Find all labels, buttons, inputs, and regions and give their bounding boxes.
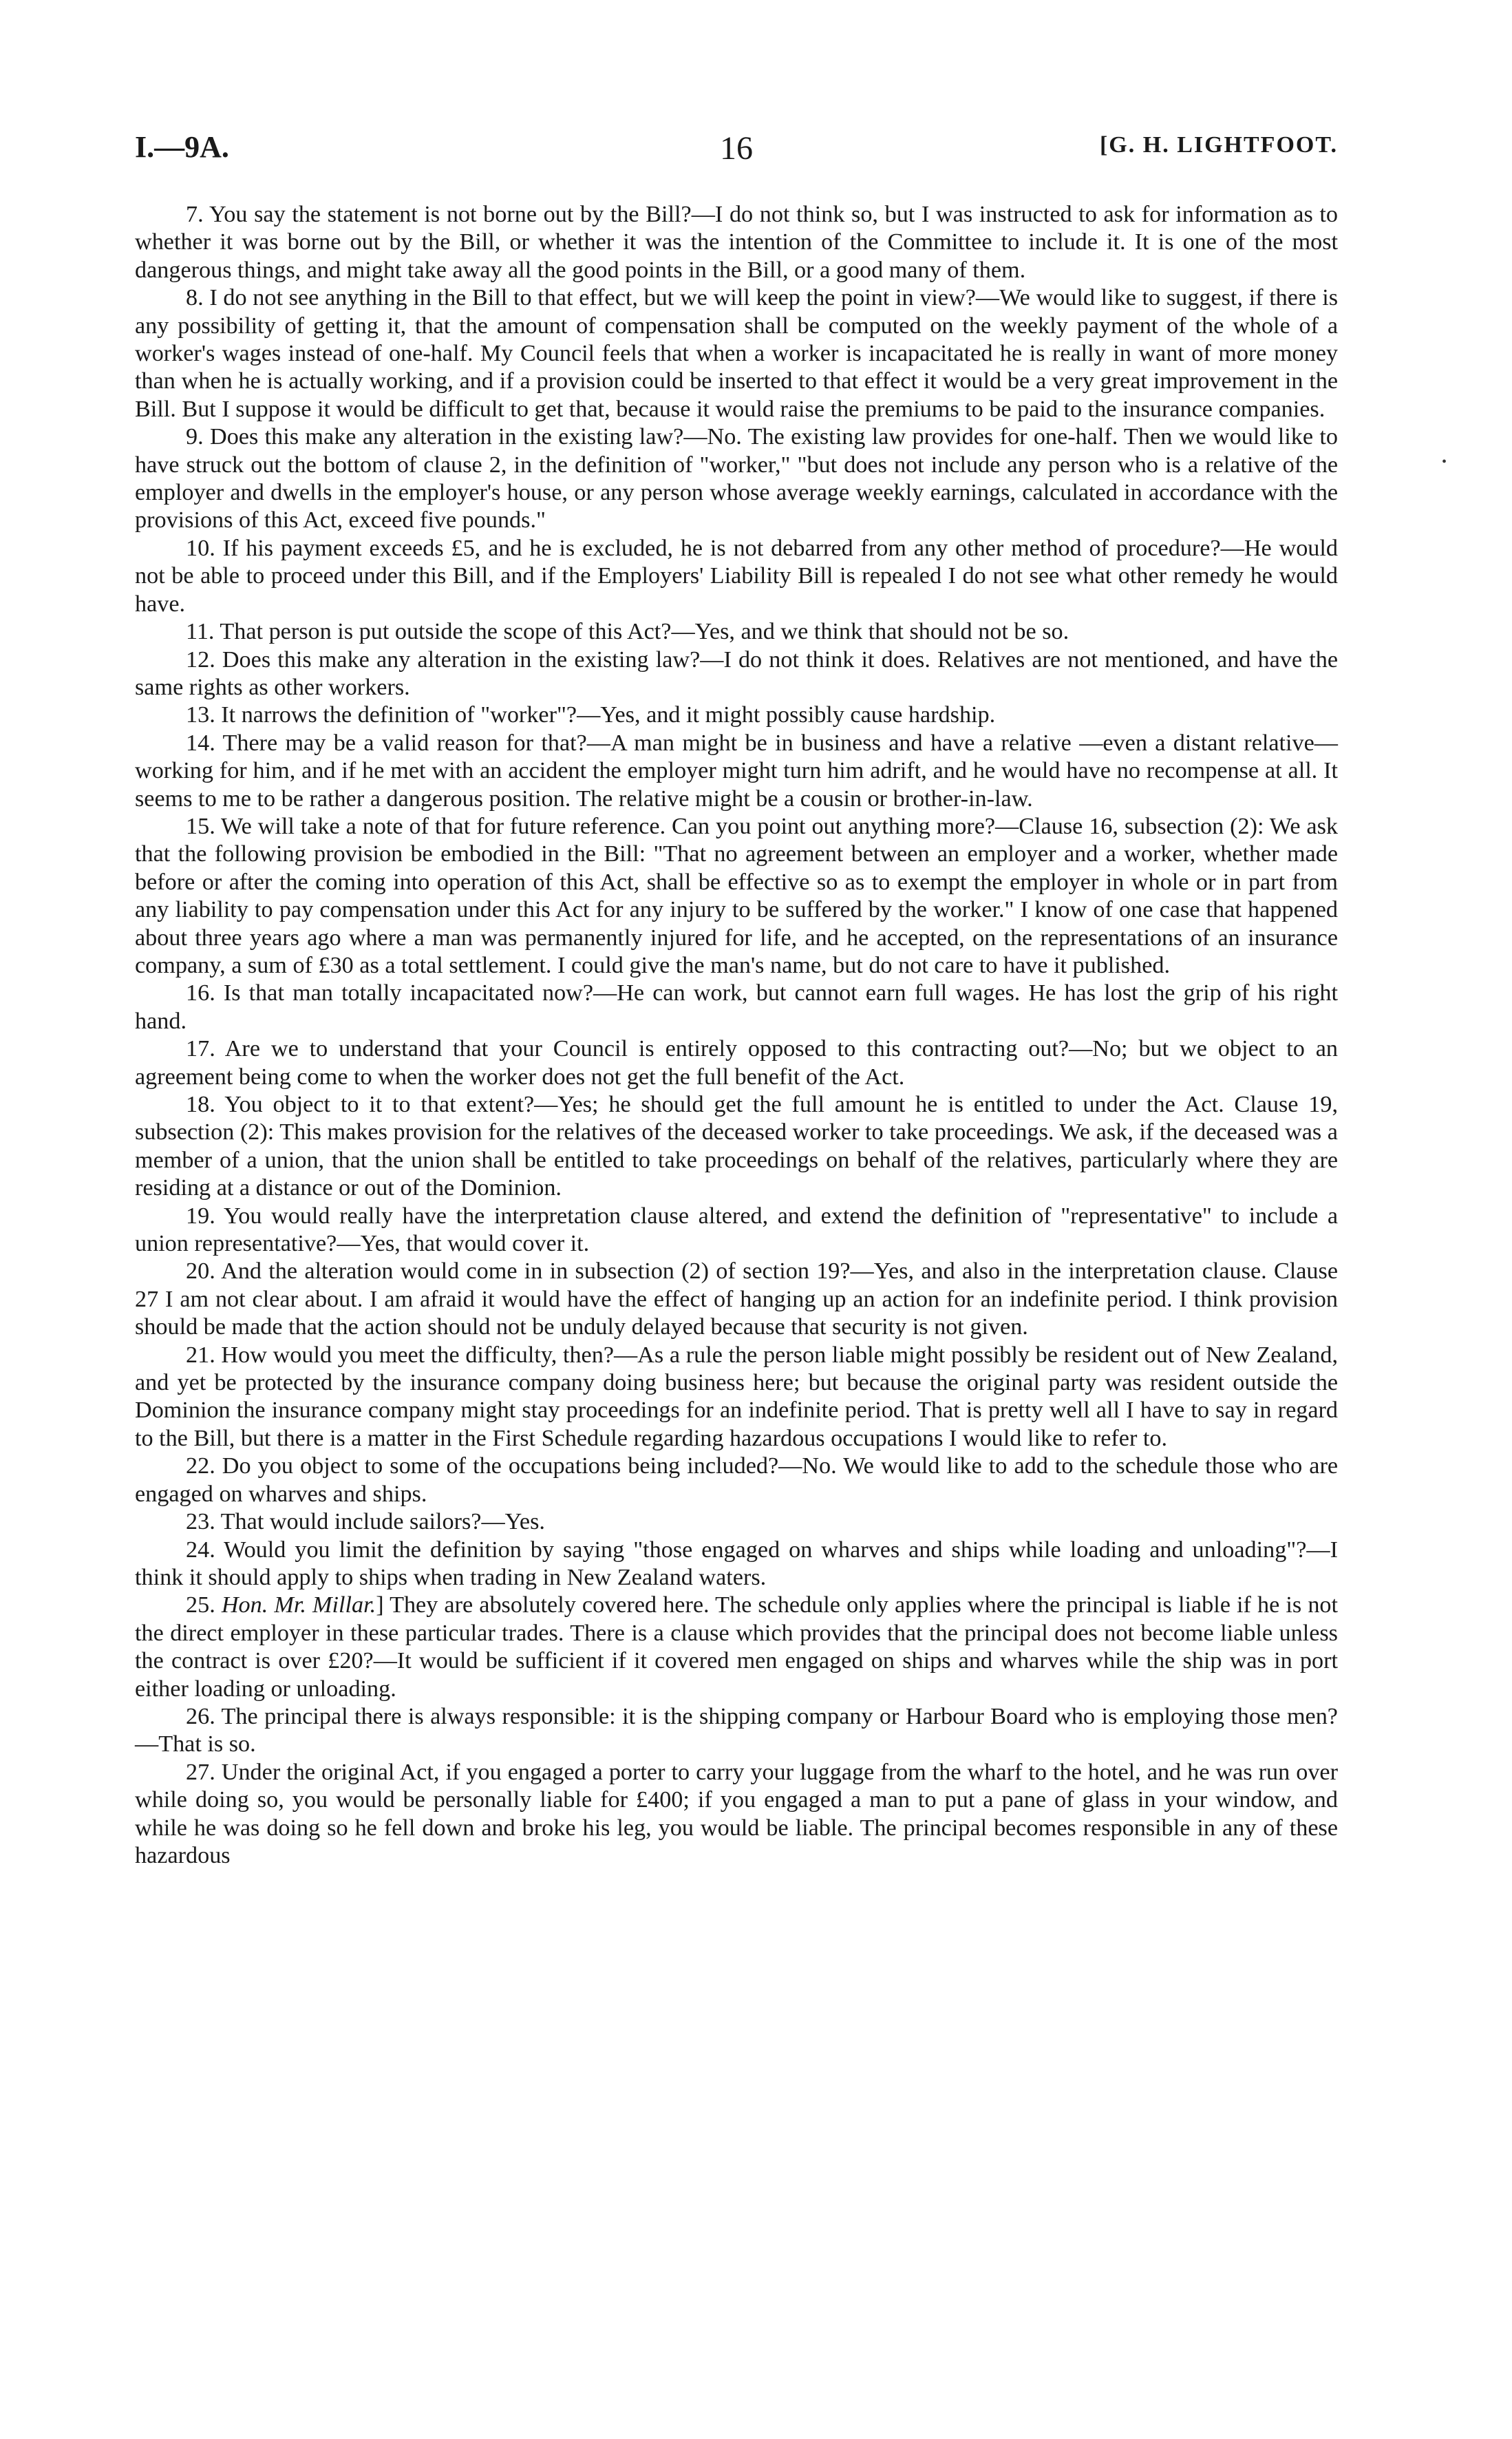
paragraph-10: 10. If his payment exceeds £5, and he is excluded, he is not debarred from any other method of procedure?—He would not be able to proceed under this Bill, and if the Employers' Liability Bill is repealed I do not see what other remedy he would have. [135,535,1338,617]
paragraph-8: 8. I do not see anything in the Bill to that effect, but we will keep the point in view?—We would like to suggest, if there is any possibility of getting it, that the amount of compensation shall be computed on the weekly payment of the whole of a worker's wages instead of one-half. My Council feels that when a worker is incapacitated he is really in want of more money than when he is actually working, and if a provision could be inserted to that effect it would be a very great improvement in the Bill. But I suppose it would be difficult to get that, because it would raise the premiums to be paid to the insurance companies. [135,285,1338,422]
paragraph-9: 9. Does this make any alteration in the existing law?—No. The existing law provides for one-half. Then we would like to have struck out the bottom of clause 2, in the definition of "worker," "but does not include any person who is a relative of the employer and dwells in the employer's house, or any person whose average weekly earnings, calculated in accordance with the provisions of this Act, exceed five pounds." [135,424,1338,534]
paragraph-16: 16. Is that man totally incapacitated now?—He can work, but cannot earn full wages. He has lost the grip of his right hand. [135,980,1338,1034]
paragraph-17: 17. Are we to understand that your Council is entirely opposed to this contracting out?—No; but we object to an agreement being come to when the worker does not get the full benefit of the Act. [135,1036,1338,1090]
page-header [135,129,1338,171]
paragraph-19: 19. You would really have the interpretation clause altered, and extend the definition of "representative" to include a union representative?—Yes, that would cover it. [135,1203,1338,1257]
paragraph-20: 20. And the alteration would come in in subsection (2) of section 19?—Yes, and also in the interpretation clause. Clause 27 I am not clear about. I am afraid it would have the effect of hanging up an action for an indefinite period. I think provision should be made that the action should not be unduly delayed because that security is not given. [135,1258,1338,1340]
paragraph-26: 26. The principal there is always responsible: it is the shipping company or Harbour Board who is employing those men?—That is so. [135,1703,1338,1757]
paragraph-25-lead: ] They are absolutely covered here. [376,1592,710,1618]
paragraph-22: 22. Do you object to some of the occupations being included?—No. We would like to add to the schedule those who are engaged on wharves and ships. [135,1453,1338,1507]
paragraph-25-body: The schedule only applies where the principal is liable if he is not the direct employer in these particular trades. There is a clause which provides that the principal does not become liable unless the contract is over £20?—It would be sufficient if it covered men engaged on ships and wharves while the ship was in port either loading or unloading. [135,1592,1339,1702]
paragraph-11: 11. That person is put outside the scope of this Act?—Yes, and we think that should not be so. [186,619,1069,645]
evidence-text [135,201,1338,1870]
paragraph-18: 18. You object to it to that extent?—Yes; he should get the full amount he is entitled to under the Act. Clause 19, subsection (2): This makes provision for the relatives of the deceased worker to take proceedings. We ask, if the deceased was a member of a union, that the union shall be entitled to take proceedings on behalf of the relatives, particularly where they are residing at a distance or out of the Dominion. [135,1092,1338,1201]
witness-name: [G. H. LIGHTFOOT. [1099,132,1338,158]
paragraph-25 [135,1592,1338,1703]
paragraph-14: 14. There may be a valid reason for that?—A man might be in business and have a relative —even a distant relative—working for him, and if he met with an accident the employer might turn him adrift, and he would have no recompense at all. It seems to me to be rather a dangerous position. The relative might be a cousin or brother-in-law. [135,730,1338,812]
paragraph-24: 24. Would you limit the definition by saying "those engaged on wharves and ships while loading and unloading"?—I think it should apply to ships when trading in New Zealand waters. [135,1537,1338,1590]
paragraph-23: 23. That would include sailors?—Yes. [186,1509,545,1535]
paragraph-7: 7. You say the statement is not borne out by the Bill?—I do not think so, but I was instructed to ask for information as to whether it was borne out by the Bill, or whether it was the intention of the Committee to include it. It is one of the most dangerous things, and might take away all the good points in the Bill, or a good many of them. [135,202,1338,283]
page-number: 16 [720,130,753,167]
paragraph-15: 15. We will take a note of that for future reference. Can you point out anything more?—Clause 16, subsection (2): We ask that the following provision be embodied in the Bill: "That no agreement between an employer and a worker, whether made before or after the coming into operation of this Act, shall be effective so as to exempt the employer in whole or in part from any liability to pay compensation under this Act for any injury to be suffered by the worker." I know of one case that happened about three years ago where a man was permanently injured for life, and he accepted, on the representations of an insurance company, a sum of £30 as a total settlement. I could give the man's name, but do not care to have it published. [135,813,1338,978]
paragraph-21: 21. How would you meet the difficulty, then?—As a rule the person liable might possibly be resident out of New Zealand, and yet be protected by the insurance company doing business here; but because the original party was resident outside the Dominion the insurance company might stay proceedings for an indefinite period. That is pretty well all I have to say in regard to the Bill, but there is a matter in the First Schedule regarding hazardous occupations I would like to refer to. [135,1342,1338,1451]
margin-dot-mark: • [1442,454,1447,469]
paragraph-13: 13. It narrows the definition of "worker"?—Yes, and it might possibly cause hardship. [186,702,996,728]
paragraph-27: 27. Under the original Act, if you engaged a porter to carry your luggage from the wharf to the hotel, and he was run over while doing so, you would be personally liable for £400; if you engaged a man to put a pane of glass in your window, and while he was doing so he fell down and broke his leg, you would be liable. The principal becomes responsible in any of these hazardous [135,1759,1338,1868]
paragraph-25-number: 25. [186,1592,215,1618]
document-reference: I.—9A. [135,130,229,164]
speaker-name: Hon. Mr. Millar. [221,1592,376,1618]
paragraph-12: 12. Does this make any alteration in the existing law?—I do not think it does. Relatives are not mentioned, and have the same rights as other workers. [135,646,1338,700]
